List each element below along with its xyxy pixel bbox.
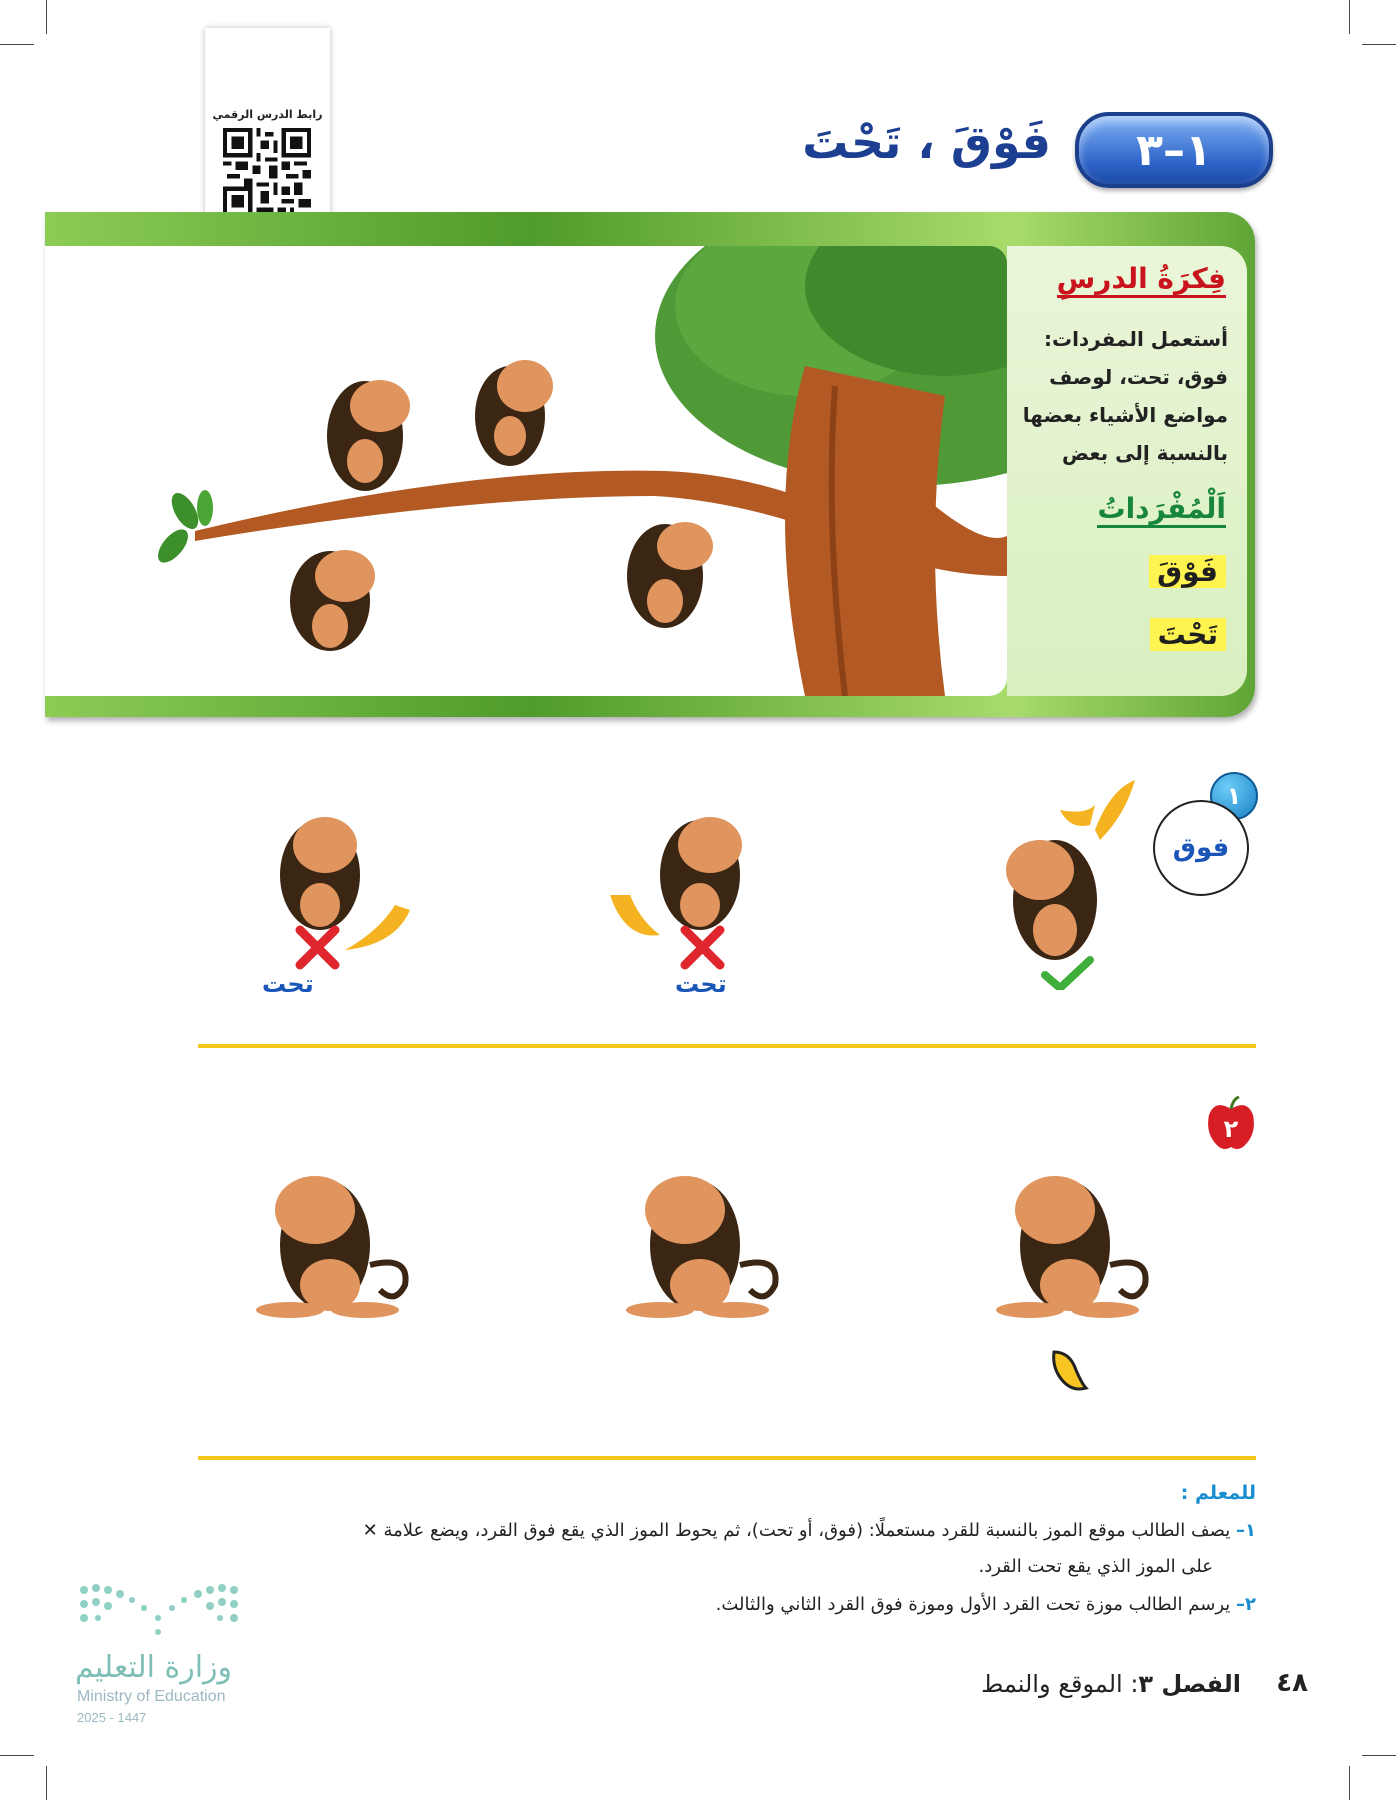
page-number: ٤٨ (1276, 1668, 1308, 1698)
crop-mark (0, 44, 34, 45)
chapter-footer (981, 1670, 1241, 1698)
teacher-note-item (256, 1520, 1256, 1541)
crop-mark (1349, 1766, 1350, 1800)
monkeys-tree-illustration (45, 246, 1007, 696)
exercise-label-below: تحت (675, 970, 727, 998)
vocabulary-word-below: تَحْتَ (1150, 618, 1226, 651)
teacher-note-number: ١– (1236, 1520, 1256, 1541)
section-divider (198, 1456, 1256, 1460)
monkey-icon (600, 1155, 790, 1325)
monkey-banana-above-icon (960, 770, 1150, 990)
ministry-name-arabic: وزارة التعليم (75, 1650, 233, 1685)
crop-mark (1349, 0, 1350, 34)
teacher-note-continuation: على الموز الذي يقع تحت القرد. (978, 1556, 1213, 1577)
crop-mark (1362, 44, 1396, 45)
monkey-icon (230, 1155, 420, 1325)
lesson-idea-line: بالنسبة إلى بعض (1062, 441, 1228, 465)
crop-mark (46, 1766, 47, 1800)
crop-mark (46, 0, 47, 34)
apple-number-icon (1205, 1095, 1257, 1151)
qr-code-icon[interactable] (223, 128, 311, 216)
monkey-banana-below-icon (600, 800, 790, 970)
teacher-note-text: يرسم الطالب موزة تحت القرد الأول وموزة فوق القرد الثاني والثالث. (715, 1594, 1231, 1615)
teacher-note-text: يصف الطالب موقع الموز بالنسبة للقرد مستعملًا: (فوق، أو تحت)، ثم يحوط الموز الذي يقع فوق القرد، ويضع علامة ✕ (362, 1520, 1231, 1541)
lesson-idea-line: أستعمل المفردات: (1043, 327, 1228, 351)
vocabulary-title: اَلْمُفْرَداتُ (1097, 492, 1226, 528)
lesson-title: فَوْقَ ، تَحْتَ (802, 115, 1051, 169)
vocabulary-word-above: فَوْقَ (1149, 555, 1226, 588)
exercise-number: ٢ (1223, 1115, 1239, 1143)
lesson-idea-line: فوق، تحت، لوصف (1049, 365, 1228, 389)
chapter-title: : الموقع والنمط (981, 1670, 1139, 1698)
chapter-label: الفصل ٣ (1138, 1670, 1241, 1698)
monkey-icon (970, 1155, 1160, 1325)
lesson-number-badge: ١–٣ (1075, 112, 1273, 188)
banana-icon[interactable] (1048, 1348, 1090, 1394)
teacher-note-number: ٢– (1236, 1594, 1256, 1615)
teacher-note-item (256, 1594, 1256, 1615)
ministry-name-english: Ministry of Education (77, 1688, 226, 1705)
exercise-label-below: تحت (262, 970, 314, 998)
lesson-idea-line: مواضع الأشياء بعضها (1022, 403, 1228, 427)
qr-label: رابط الدرس الرقمي (212, 108, 323, 121)
lesson-idea-text (998, 320, 1228, 472)
section-divider (198, 1044, 1256, 1048)
crop-mark (1362, 1755, 1396, 1756)
ministry-logo-icon (78, 1582, 248, 1642)
crop-mark (0, 1755, 34, 1756)
tree-scene-icon (45, 246, 1007, 696)
answer-bubble: فوق (1153, 800, 1249, 896)
teacher-notes-title: للمعلم : (1180, 1482, 1256, 1504)
exercise-number-badge: ١ (1210, 772, 1258, 820)
lesson-idea-title: فِكرَةُ الدرسِ (1057, 262, 1226, 298)
monkey-banana-below-icon (230, 800, 420, 970)
ministry-year: 2025 - 1447 (77, 1710, 147, 1725)
